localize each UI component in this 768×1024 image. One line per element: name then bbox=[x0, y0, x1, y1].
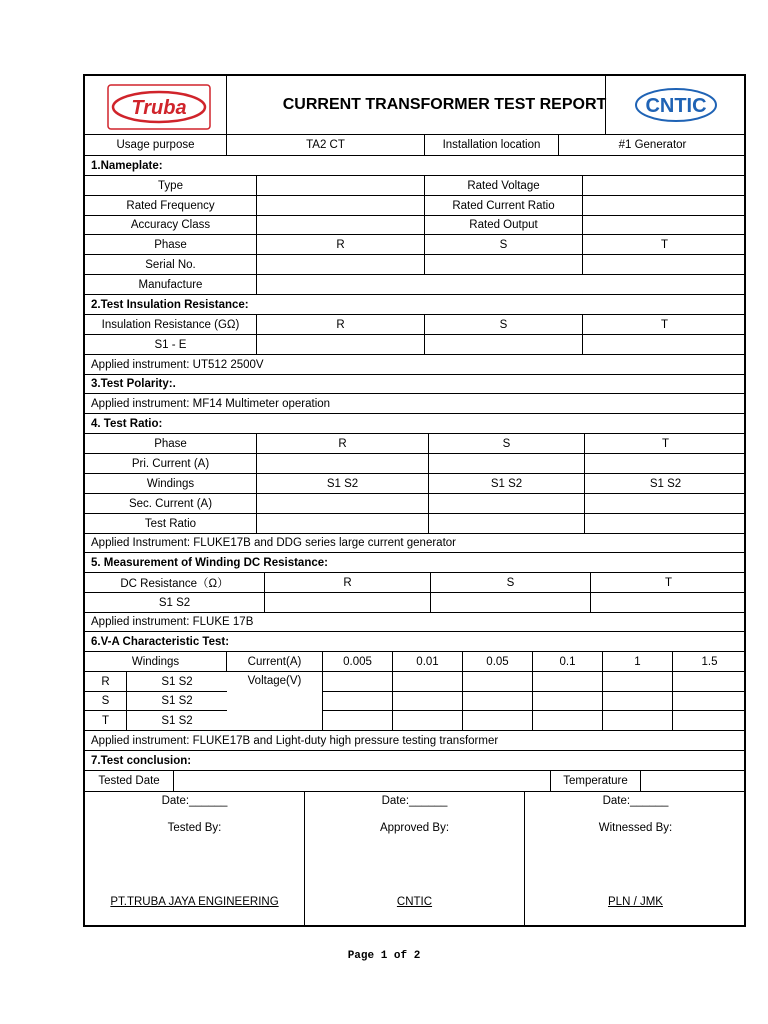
va-current-label: Current(A) bbox=[227, 652, 323, 671]
va-cell bbox=[533, 692, 603, 710]
insulation-t: T bbox=[660, 318, 669, 331]
usage-row bbox=[85, 135, 744, 156]
rated-voltage-label: Rated Voltage bbox=[425, 176, 583, 195]
usage-purpose-label: Usage purpose bbox=[85, 135, 227, 155]
rated-current-ratio-label: Rated Current Ratio bbox=[425, 196, 583, 215]
s1-e-t bbox=[583, 335, 746, 354]
usage-purpose-value: TA2 CT bbox=[227, 135, 425, 155]
polarity-instrument-row bbox=[85, 394, 744, 414]
rated-frequency-label: Rated Frequency bbox=[85, 196, 257, 215]
ratio-phase-r: R bbox=[257, 434, 429, 453]
ratio-instrument: Applied Instrument: FLUKE17B and DDG series large current generator bbox=[91, 537, 456, 549]
pri-current-label: Pri. Current (A) bbox=[85, 454, 257, 473]
va-cell bbox=[463, 711, 533, 730]
ratio-instrument-row bbox=[85, 534, 744, 553]
insulation-heading: 2.Test Insulation Resistance: bbox=[91, 298, 249, 311]
report-title: CURRENT TRANSFORMER TEST REPORT bbox=[282, 96, 607, 113]
va-winding: S1 S2 bbox=[161, 714, 193, 727]
signature-date: Date:______ bbox=[381, 795, 448, 807]
phase-s: S bbox=[425, 235, 583, 254]
test-ratio-s bbox=[429, 514, 585, 533]
dc-t: T bbox=[664, 576, 673, 589]
dc-resistance-label: DC Resistance（Ω） bbox=[85, 573, 265, 592]
dc-s1s2-r bbox=[265, 593, 431, 612]
s1-e-r bbox=[257, 335, 425, 354]
va-current-value: 1.5 bbox=[701, 655, 718, 668]
cntic-logo-cell bbox=[605, 76, 746, 134]
signature-org: CNTIC bbox=[396, 896, 433, 908]
section-dc bbox=[85, 553, 744, 573]
insulation-header-row bbox=[85, 315, 744, 335]
dc-s1s2-s bbox=[431, 593, 591, 612]
va-phase: R bbox=[85, 672, 127, 691]
va-cell bbox=[603, 692, 673, 710]
va-voltage-cells bbox=[323, 692, 744, 711]
section-conclusion bbox=[85, 751, 744, 771]
signature-role: Tested By: bbox=[167, 822, 222, 834]
rated-frequency-value bbox=[257, 196, 425, 215]
s1-e-label: S1 - E bbox=[85, 335, 257, 354]
section-insulation bbox=[85, 295, 744, 315]
va-cell bbox=[533, 711, 603, 730]
dc-heading: 5. Measurement of Winding DC Resistance: bbox=[91, 556, 328, 569]
manufacture-label: Manufacture bbox=[85, 275, 257, 294]
pri-current-t bbox=[585, 454, 746, 473]
insulation-r: R bbox=[257, 315, 425, 334]
ratio-phase-t: T bbox=[661, 437, 670, 450]
tested-by-signature bbox=[85, 792, 305, 925]
truba-logo bbox=[107, 84, 211, 130]
va-current-value: 0.05 bbox=[463, 652, 533, 671]
ratio-phase-s: S bbox=[429, 434, 585, 453]
test-report-form bbox=[83, 74, 746, 927]
ratio-row bbox=[85, 514, 744, 534]
va-instrument: Applied instrument: FLUKE17B and Light-duty high pressure testing transformer bbox=[91, 734, 499, 747]
va-cell bbox=[673, 711, 746, 730]
nameplate-row bbox=[85, 255, 744, 275]
winding-s: S1 S2 bbox=[429, 474, 585, 493]
nameplate-row bbox=[85, 196, 744, 216]
sec-current-t bbox=[585, 494, 746, 513]
ratio-phase-label: Phase bbox=[85, 434, 257, 453]
pri-current-r bbox=[257, 454, 429, 473]
witnessed-by-signature bbox=[525, 792, 746, 925]
windings-label: Windings bbox=[85, 474, 257, 493]
va-current-value: 0.005 bbox=[323, 652, 393, 671]
signature-role: Witnessed By: bbox=[598, 822, 673, 834]
section-nameplate bbox=[85, 156, 744, 176]
va-phase: T bbox=[85, 711, 127, 730]
winding-t: S1 S2 bbox=[649, 477, 682, 490]
nameplate-row bbox=[85, 176, 744, 196]
signature-role: Approved By: bbox=[379, 822, 450, 834]
va-voltage-label: Voltage(V) bbox=[227, 672, 323, 731]
svg-text:Truba: Truba bbox=[131, 97, 187, 119]
ratio-heading: 4. Test Ratio: bbox=[91, 417, 163, 430]
va-cell bbox=[323, 711, 393, 730]
phase-label: Phase bbox=[85, 235, 257, 254]
signature-block bbox=[85, 792, 744, 925]
approved-by-signature bbox=[305, 792, 525, 925]
ratio-row bbox=[85, 494, 744, 514]
va-cell bbox=[673, 672, 746, 691]
va-instrument-row bbox=[85, 731, 744, 751]
dc-header-row bbox=[85, 573, 744, 593]
ratio-windings-row bbox=[85, 474, 744, 494]
page-number: Page 1 of 2 bbox=[347, 950, 421, 962]
serial-t bbox=[583, 255, 746, 274]
dc-r: R bbox=[265, 573, 431, 592]
rated-output-value bbox=[583, 216, 746, 234]
signature-org: PT.TRUBA JAYA ENGINEERING bbox=[110, 896, 279, 908]
va-heading: 6.V-A Characteristic Test: bbox=[91, 635, 230, 648]
dc-s1s2-label: S1 S2 bbox=[85, 593, 265, 612]
insulation-instrument-row bbox=[85, 355, 744, 375]
section-polarity bbox=[85, 375, 744, 394]
type-value bbox=[257, 176, 425, 195]
manufacture-value bbox=[257, 275, 744, 294]
serial-no-label: Serial No. bbox=[85, 255, 257, 274]
va-header-row bbox=[85, 652, 744, 672]
va-current-value: 0.1 bbox=[533, 652, 603, 671]
rated-current-ratio-value bbox=[583, 196, 746, 215]
s1-e-s bbox=[425, 335, 583, 354]
va-cell bbox=[323, 672, 393, 691]
va-cell bbox=[393, 672, 463, 691]
signature-date: Date:______ bbox=[602, 795, 669, 807]
temperature-value bbox=[641, 771, 746, 791]
test-ratio-r bbox=[257, 514, 429, 533]
insulation-row bbox=[85, 335, 744, 355]
va-current-value: 1 bbox=[603, 652, 673, 671]
dc-row bbox=[85, 593, 744, 613]
va-cell bbox=[463, 692, 533, 710]
va-current-value: 0.01 bbox=[393, 652, 463, 671]
va-voltage-cells bbox=[323, 711, 744, 731]
cntic-logo bbox=[634, 87, 718, 123]
va-cell bbox=[673, 692, 746, 710]
va-row bbox=[85, 672, 227, 692]
accuracy-class-label: Accuracy Class bbox=[85, 216, 257, 234]
conclusion-heading: 7.Test conclusion: bbox=[91, 754, 192, 767]
va-winding: S1 S2 bbox=[161, 675, 193, 688]
va-cell bbox=[393, 692, 463, 710]
report-header bbox=[85, 76, 744, 135]
va-row bbox=[85, 692, 227, 711]
winding-r: S1 S2 bbox=[257, 474, 429, 493]
va-cell bbox=[533, 672, 603, 691]
va-cell bbox=[323, 692, 393, 710]
va-cell bbox=[393, 711, 463, 730]
test-ratio-t bbox=[585, 514, 746, 533]
va-cell bbox=[603, 672, 673, 691]
va-windings-label: Windings bbox=[85, 652, 227, 671]
va-row bbox=[85, 711, 227, 731]
dc-s: S bbox=[431, 573, 591, 592]
va-winding: S1 S2 bbox=[161, 695, 193, 707]
signature-date: Date:______ bbox=[161, 795, 228, 807]
nameplate-phase-row bbox=[85, 235, 744, 255]
insulation-label: Insulation Resistance (GΩ) bbox=[85, 315, 257, 334]
conclusion-row bbox=[85, 771, 744, 792]
signature-org: PLN / JMK bbox=[608, 896, 663, 908]
rated-voltage-value bbox=[583, 176, 746, 195]
va-cell bbox=[603, 711, 673, 730]
rated-output-label: Rated Output bbox=[425, 216, 583, 234]
installation-location-label: Installation location bbox=[425, 135, 559, 155]
nameplate-row bbox=[85, 275, 744, 295]
sec-current-label: Sec. Current (A) bbox=[85, 494, 257, 513]
tested-date-value bbox=[174, 771, 551, 791]
ratio-phase-row bbox=[85, 434, 744, 454]
ratio-row bbox=[85, 454, 744, 474]
section-ratio bbox=[85, 414, 744, 434]
va-phase: S bbox=[85, 692, 127, 710]
section-va bbox=[85, 632, 744, 652]
temperature-label: Temperature bbox=[551, 771, 641, 791]
dc-s1s2-t bbox=[591, 593, 746, 612]
tested-date-label: Tested Date bbox=[85, 771, 174, 791]
insulation-instrument: Applied instrument: UT512 2500V bbox=[91, 358, 264, 371]
nameplate-heading: 1.Nameplate: bbox=[91, 159, 163, 172]
sec-current-s bbox=[429, 494, 585, 513]
truba-logo-cell bbox=[85, 76, 227, 134]
accuracy-class-value bbox=[257, 216, 425, 234]
dc-instrument: Applied instrument: FLUKE 17B bbox=[91, 616, 254, 628]
phase-t: T bbox=[660, 238, 669, 251]
type-label: Type bbox=[85, 176, 257, 195]
polarity-instrument: Applied instrument: MF14 Multimeter operation bbox=[91, 397, 331, 410]
insulation-s: S bbox=[425, 315, 583, 334]
dc-instrument-row bbox=[85, 613, 744, 632]
va-voltage-cells bbox=[323, 672, 744, 692]
pri-current-s bbox=[429, 454, 585, 473]
serial-r bbox=[257, 255, 425, 274]
phase-r: R bbox=[257, 235, 425, 254]
svg-text:CNTIC: CNTIC bbox=[645, 95, 707, 117]
test-ratio-label: Test Ratio bbox=[85, 514, 257, 533]
installation-location-value: #1 Generator bbox=[618, 139, 687, 151]
serial-s bbox=[425, 255, 583, 274]
va-cell bbox=[463, 672, 533, 691]
nameplate-row bbox=[85, 216, 744, 235]
sec-current-r bbox=[257, 494, 429, 513]
polarity-heading: 3.Test Polarity:. bbox=[91, 378, 176, 390]
